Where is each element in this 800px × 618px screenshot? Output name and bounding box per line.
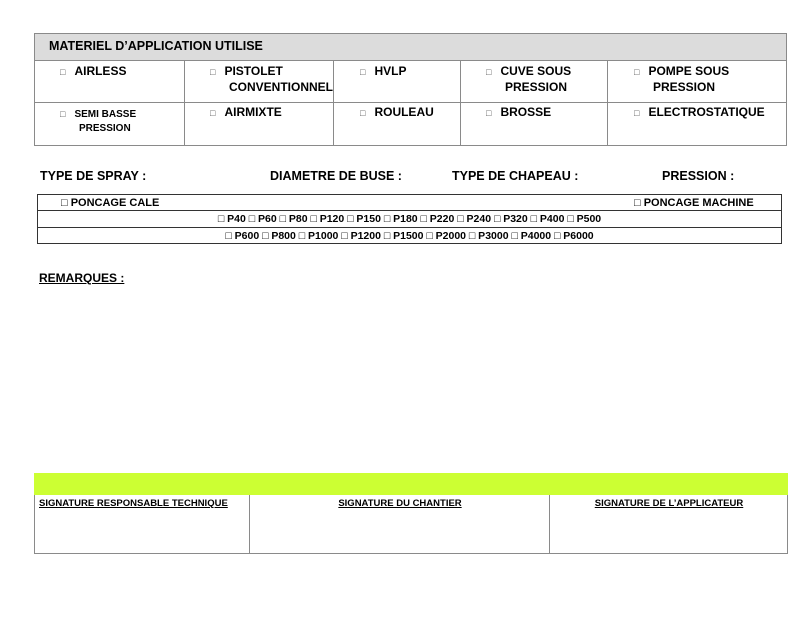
remarks-area[interactable]: [38, 290, 782, 465]
highlight-band: [34, 473, 788, 495]
option-semi-basse-pression[interactable]: □ SEMI BASSE PRESSION: [60, 109, 137, 134]
checkbox-icon[interactable]: □: [634, 108, 640, 118]
signature-technique-label: SIGNATURE RESPONSABLE TECHNIQUE: [39, 498, 228, 509]
equipment-header: MATERIEL D’APPLICATION UTILISE: [35, 34, 786, 61]
remarks-label: REMARQUES :: [39, 271, 125, 285]
signature-table: [34, 495, 788, 554]
signature-applicateur-label: SIGNATURE DE L’APPLICATEUR: [594, 498, 744, 509]
signature-applicateur-field[interactable]: [551, 511, 787, 552]
option-cuve-sous-pression[interactable]: □ CUVE SOUS PRESSION: [486, 64, 572, 94]
option-brosse[interactable]: □ BROSSE: [486, 105, 552, 119]
option-airless[interactable]: □ AIRLESS: [60, 64, 127, 78]
spray-type-label: TYPE DE SPRAY :: [40, 169, 147, 183]
checkbox-icon[interactable]: □: [360, 67, 366, 77]
signature-chantier-field[interactable]: [251, 511, 548, 552]
sanding-box: [37, 194, 782, 244]
checkbox-icon[interactable]: □: [210, 67, 216, 77]
sanding-machine-option[interactable]: □ PONCAGE MACHINE: [634, 197, 754, 209]
checkbox-icon[interactable]: □: [210, 108, 216, 118]
grid-divider: [607, 61, 608, 146]
option-electrostatique[interactable]: □ ELECTROSTATIQUE: [634, 105, 765, 119]
grit-options-line-2[interactable]: □ P600 □ P800 □ P1000 □ P1200 □ P1500 □ P2000 □ P3000 □ P4000 □ P6000: [225, 230, 594, 242]
signature-chantier-label: SIGNATURE DU CHANTIER: [338, 498, 462, 509]
grid-divider: [35, 102, 786, 103]
cap-type-label: TYPE DE CHAPEAU :: [452, 169, 579, 183]
sanding-divider: [38, 210, 781, 211]
checkbox-icon[interactable]: □: [60, 109, 66, 119]
grid-divider: [333, 61, 334, 146]
nozzle-diameter-label: DIAMETRE DE BUSE :: [270, 169, 402, 183]
sanding-hand-option[interactable]: □ PONCAGE CALE: [61, 197, 160, 209]
checkbox-icon[interactable]: □: [634, 67, 640, 77]
option-hvlp[interactable]: □ HVLP: [360, 64, 407, 78]
checkbox-icon[interactable]: □: [486, 67, 492, 77]
option-airmixte[interactable]: □ AIRMIXTE: [210, 105, 282, 119]
grid-divider: [184, 61, 185, 146]
checkbox-icon[interactable]: □: [60, 67, 66, 77]
grit-options-line-1[interactable]: □ P40 □ P60 □ P80 □ P120 □ P150 □ P180 □ P220 □ P240 □ P320 □ P400 □ P500: [217, 213, 602, 225]
option-pompe-sous-pression[interactable]: □ POMPE SOUS PRESSION: [634, 64, 730, 94]
grid-divider: [460, 61, 461, 146]
signature-technique-field[interactable]: [36, 511, 248, 552]
pressure-label: PRESSION :: [662, 169, 735, 183]
checkbox-icon[interactable]: □: [486, 108, 492, 118]
checkbox-icon[interactable]: □: [360, 108, 366, 118]
option-pistolet-conventionnel[interactable]: □ PISTOLET CONVENTIONNEL: [210, 64, 334, 94]
sanding-divider: [38, 227, 781, 228]
equipment-table: [34, 33, 787, 146]
option-rouleau[interactable]: □ ROULEAU: [360, 105, 434, 119]
